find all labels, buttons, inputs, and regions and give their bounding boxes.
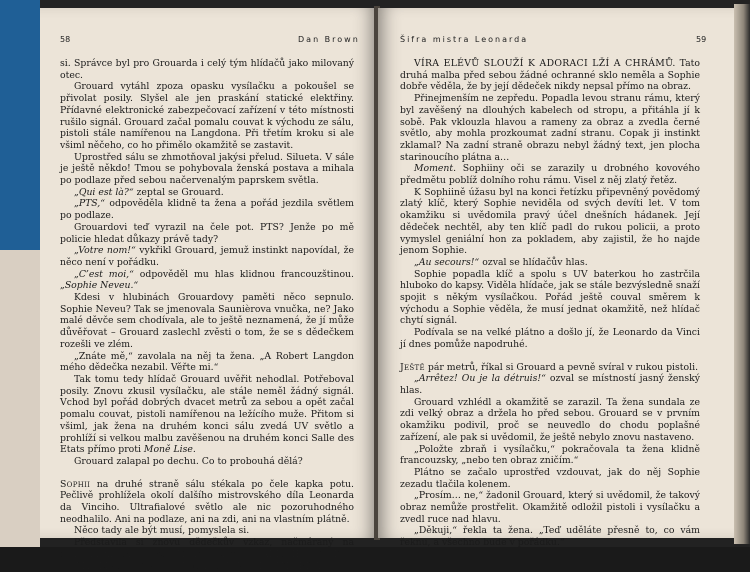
quote: „Qui est là?“	[74, 186, 134, 198]
paragraph	[60, 269, 354, 292]
quote: „PTS,“	[74, 198, 106, 210]
paragraph-text: pár metrů, říkal si Grouard a pevně svíral v rukou pistoli.	[424, 361, 699, 373]
paragraph-text: odpověděla klidně ta žena a pořád jezdila světlem po podlaze.	[60, 198, 354, 222]
section-lead: Sophii	[60, 478, 91, 490]
paragraph	[60, 479, 354, 526]
paragraph-text: odpověděl mu hlas klidnou francouzštinou.	[133, 268, 354, 280]
right-page-text	[400, 58, 700, 549]
paragraph	[400, 362, 700, 374]
paragraph: Kdesi v hlubinách Grouardovy paměti něco sepnulo. Sophie Neveu? Tak se jmenovala Saunièrova vnučka, ne? Jako malé děvče sem chodívala, ale to ještě neznamená, že jí může důvěřovat – Grouard zaslechl zvěsti o tom, že se s dědečkem rozešli ve zlém.	[60, 292, 354, 350]
inscription: MALICHERNOST A DOMÝŠLIVOST OVLÁDLY NÁBOŽENSKÉ AUTORITY.	[60, 548, 355, 572]
quote: „Sophie Neveu.“	[60, 280, 139, 292]
inscription: VÍRA ELÉVŮ SLOUŽÍ K ADORACI LŽÍ A CHRÁMŮ.	[414, 58, 676, 69]
quote: „Arrêtez! Ou je la détruis!“	[414, 373, 546, 385]
paragraph	[400, 58, 700, 93]
paragraph: Něco tady ale být musí, pomyslela si.	[74, 525, 250, 537]
paragraph	[60, 187, 354, 199]
page-number: 58	[60, 35, 71, 44]
running-head: Šifra mistra Leonarda	[400, 35, 529, 44]
emphasis: Monou Lisou.	[176, 548, 245, 560]
paragraph	[60, 245, 354, 268]
left-page-text	[60, 58, 354, 572]
running-head: Dan Brown	[298, 35, 360, 44]
emphasis: Moně Lise.	[143, 444, 196, 456]
book-cover-edge-lower	[0, 250, 40, 547]
quote: „C’est moi,“	[74, 268, 134, 280]
paragraph: Grouard zalapal po dechu. Co to probouhá dělá?	[74, 455, 303, 467]
paragraph	[60, 374, 354, 456]
paragraph: Sophie popadla klíč a spolu s UV baterkou ho zastrčila hluboko do kapsy. Viděla hlídače, jak se stále bezvýsledně snaží spojit s někým vysílačkou. Pořád ještě couval směrem k východu a Sophie věděla, že musí jednat okamžitě, než hlídač chytí signál.	[400, 268, 700, 327]
paragraph-text: Tak tomu tedy hlídač Grouard uvěřit nehodlal. Potřeboval posily. Znovu zkusil vysílačku, ale stále neměl žádný signál. Vchod byl pořád dobrých dvacet metrů za sebou a opět začal pomalu couvat, pistoli namířenou na ležícího muže. Přitom si všiml, jak žena na druhém konci sálu zvedá UV světlo a prohlíží si velkou malbu zavěšenou na druhém konci Salle des Etats přímo proti	[60, 373, 354, 456]
emphasis: Moment.	[414, 163, 457, 175]
quote: „Votre nom!“	[74, 245, 136, 257]
paragraph-text: ozval se místností jasný ženský hlas.	[400, 373, 700, 396]
paragraph	[400, 373, 700, 396]
page-edges	[734, 4, 750, 544]
paragraph: Grouard vzhlédl a okamžitě se zarazil. Ta žena sundala ze zdi velký obraz a držela ho před sebou. Grouard se v prvním okamžiku podivil, proč se neuvedlo do chodu poplašné zařízení, ale pak si uvědomil, že ještě nebylo znovu nastaveno.	[400, 396, 700, 443]
paragraph: Podívala se na velké plátno a došlo jí, že Leonardo da Vinci jí dnes pomůže napodruhé.	[400, 327, 700, 350]
paragraph: Grouardovi teď vyrazil na čele pot. PTS? Jenže po mě policie hledat důkazy právě tady?	[60, 221, 354, 245]
paragraph-text: vykřikl Grouard, jemuž instinkt napovídal, že něco není v pořádku.	[60, 245, 354, 268]
paragraph-text: Sophiiny oči se zarazily u drobného kovového předmětu poblíž dolního rohu rámu. Visel z něj zlatý řetěz.	[400, 163, 700, 187]
paragraph: Plátno se začalo uprostřed vzdouvat, jak do něj Sophie zezadu tlačila kolenem.	[400, 466, 700, 490]
paragraph: „Prosím… ne,“ žadonil Grouard, který si uvědomil, že takový obraz nemůže prostřelit. Okamžitě odložil pistoli i vysílačku a zvedl ruce nad hlavu.	[400, 490, 700, 525]
paragraph-text: na druhé straně sálu stékala po čele kapka potu. Pečlivě prohlížela okolí dalšího mistrovského díla Leonarda da Vinciho. Ultrafialové světlo ale nic pozoruhodného neodhalilo. Ani na podlaze, ani na zdi, ani na vlastním plátně.	[60, 478, 354, 525]
paragraph: „Položte zbraň i vysílačku,“ pokračovala ta žena klidně francouzsky, „nebo ten obraz zničím.“	[400, 443, 700, 467]
paragraph-text: ozval se hlídačův hlas.	[479, 256, 588, 268]
paragraph-text: Tato druhá malba před sebou žádné ochranné sklo neměla a Sophie dobře věděla, že by její dědeček nikdy nepsal přímo na obraz.	[400, 58, 700, 93]
paragraph: si. Správce byl pro Grouarda i celý tým hlídačů jako milovaný otec.	[60, 58, 354, 81]
page-number: 59	[696, 35, 707, 44]
paragraph: „Děkuji,“ řekla ta žena. „Teď uděláte přesně to, co vám řeknu, a všechno bude v pořádku.“	[400, 525, 700, 549]
paragraph	[60, 198, 354, 221]
left-page	[40, 8, 376, 572]
paragraph	[400, 163, 700, 186]
paragraph: Přinejmenším ne zepředu. Popadla levou stranu rámu, který byl zavěšený na dlouhých kabelech od stropu, a přitáhla jí k sobě. Pak vklouzla hlavou a rameny za obraz a zvedla černé světlo, aby mohla prozkoumat zadní stranu. Copak ji instinkt zklamal? Na zadní straně obrazu nebyl žádný text, jen plocha starinoucího plátna a…	[400, 93, 700, 163]
paragraph: „Znáte mě,“ zavolala na něj ta žena. „A Robert Langdon mého dědečka nezabil. Věřte mi.“	[60, 350, 354, 374]
paragraph-text: zeptal se Grouard.	[133, 186, 224, 198]
paragraph: K Sophiině úžasu byl na konci řetízku připevněný povědomý zlatý klíč, který Sophie neviděla od svých devíti let. V tom okamžiku si uvědomila pravý účel dnešních hádanek. Její dědeček nechtěl, aby ten klíč padl do rukou policii, a proto vymyslel geniální hon za pokladem, aby zajistil, že ho najde jenom Sophie.	[400, 186, 700, 257]
book-cover-edge	[0, 0, 40, 250]
paragraph: Uprostřed sálu se zhmotňoval jakýsi přelud. Silueta. V sále je ještě někdo! Tmou se pohybovala ženská postava a mihala po podlaze před sebou načervenalým paprskem světla.	[60, 151, 354, 187]
paragraph	[60, 537, 354, 572]
quote: „Au secours!“	[414, 256, 480, 268]
paragraph	[400, 257, 700, 269]
paragraph-text: Představila si znovu dědečkův vzkaz, načmáraný na ochranném skle před	[60, 537, 354, 560]
section-lead: Ještě	[400, 361, 425, 373]
paragraph: Grouard vytáhl zpoza opasku vysílačku a pokoušel se přivolat posily. Slyšel ale jen praskání statické elektřiny. Přídavné elektronické zabezpečovací zařízení v této místnosti rušilo signál. Grouard začal pomalu couvat k východu ze sálu, pistoli stále namířenou na Langdona. Při třetím kroku si ale všiml něčeho, co ho přimělo okamžitě se zastavit.	[60, 81, 354, 151]
right-page	[378, 8, 734, 549]
